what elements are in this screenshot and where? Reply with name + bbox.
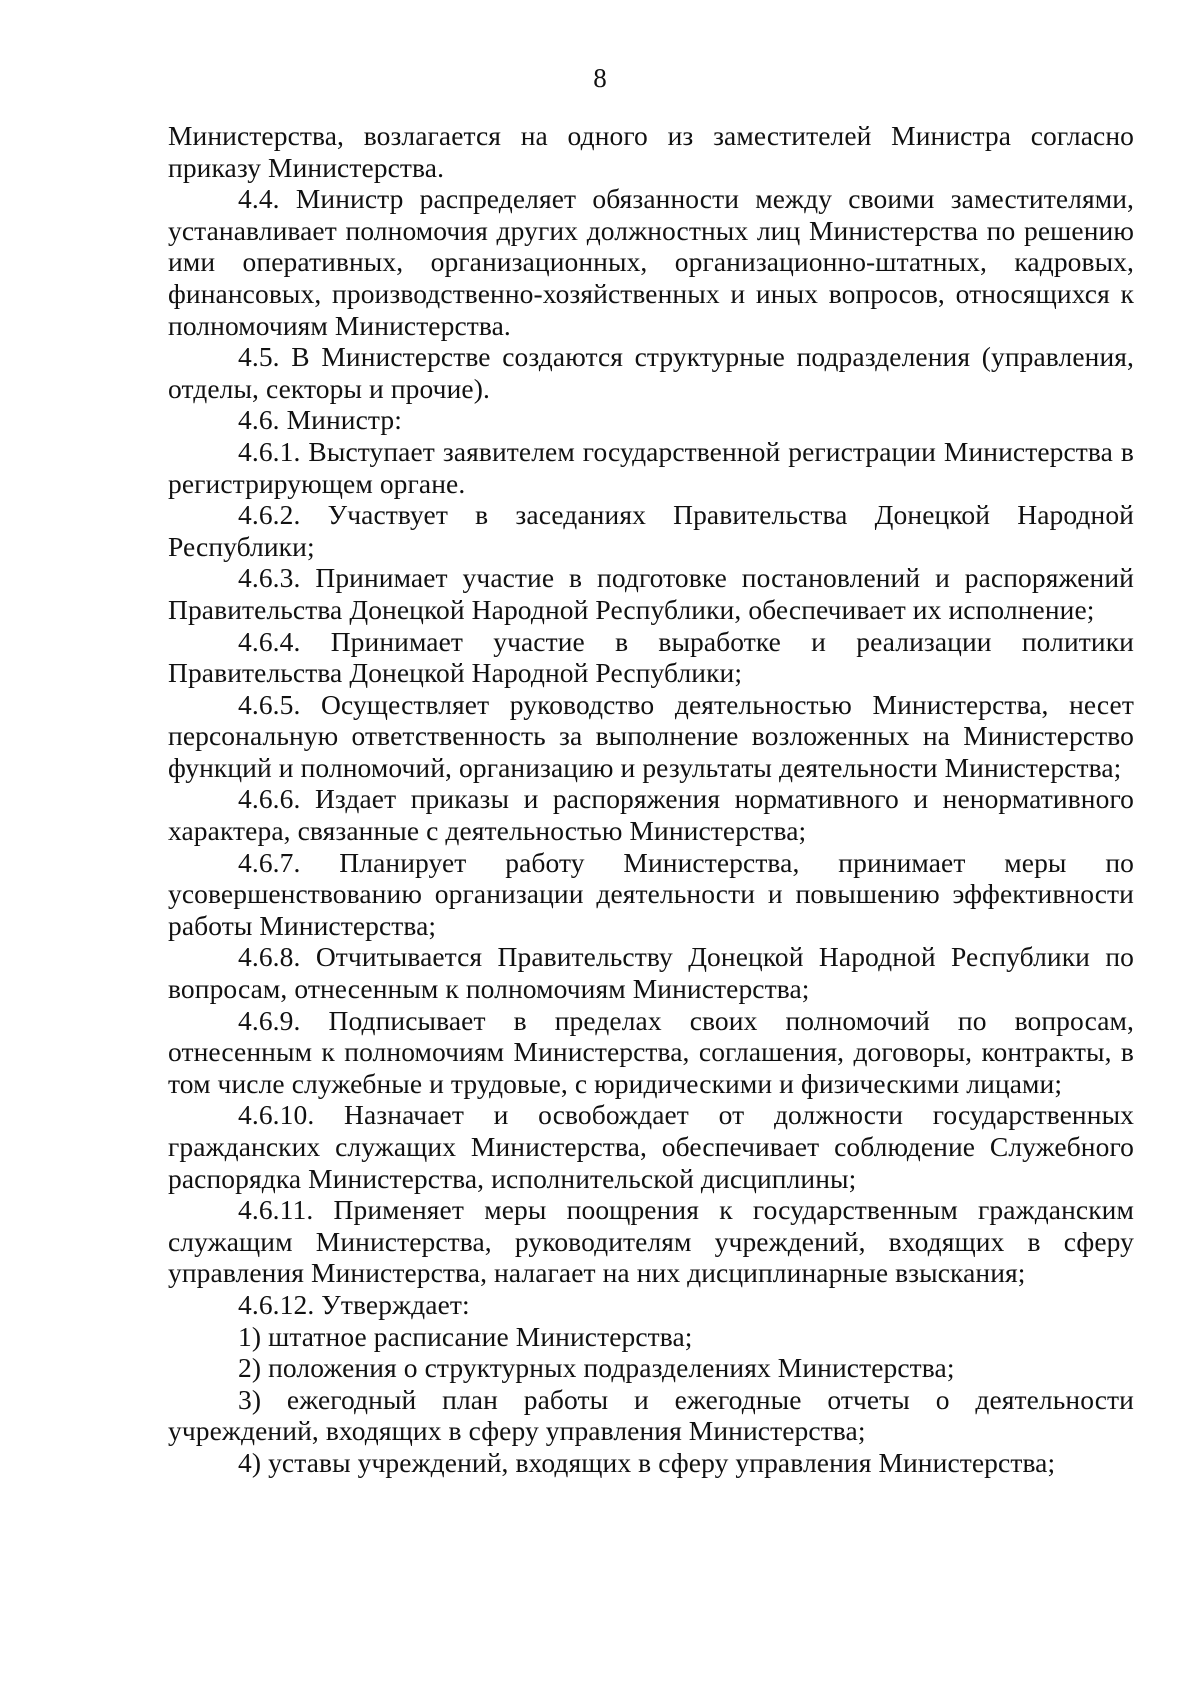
list-item: 1) штатное расписание Министерства;: [238, 1320, 693, 1352]
paragraph: 4.6. Министр:: [238, 404, 402, 436]
paragraph: 4.6.6. Издает приказы и распоряжения нормативного и ненормативного характера, связанные с деятельностью Министерства;: [168, 783, 1134, 847]
paragraph: 4.4. Министр распределяет обязанности между своими заместителями, устанавливает полномочия других должностных лиц Министерства по решению ими оперативных, организационных, организационно-штатных, кадровых, финансовых, производственно-хозяйственных и иных вопросов, относящихся к полномочиям Министерства.: [168, 183, 1134, 341]
paragraph: 4.6.5. Осуществляет руководство деятельностью Министерства, несет персональную ответственность за выполнение возложенных на Министерство функций и полномочий, организацию и результаты деятельности Министерства;: [168, 688, 1134, 783]
paragraph: 4.6.8. Отчитывается Правительству Донецкой Народной Республики по вопросам, отнесенным к полномочиям Министерства;: [168, 941, 1134, 1005]
document-body: [168, 120, 1134, 1479]
list-item: 3) ежегодный план работы и ежегодные отчеты о деятельности учреждений, входящих в сферу управления Министерства;: [168, 1383, 1134, 1447]
paragraph: 4.6.7. Планирует работу Министерства, принимает меры по усовершенствованию организации деятельности и повышению эффективности работы Министерства;: [168, 846, 1134, 941]
paragraph: 4.6.3. Принимает участие в подготовке постановлений и распоряжений Правительства Донецкой Народной Республики, обеспечивает их исполнение;: [168, 562, 1134, 625]
list-item: 4) уставы учреждений, входящих в сферу управления Министерства;: [238, 1446, 1056, 1478]
paragraph: Министерства, возлагается на одного из заместителей Министра согласно приказу Министерства.: [168, 120, 1134, 183]
paragraph: 4.6.2. Участвует в заседаниях Правительства Донецкой Народной Республики;: [168, 499, 1134, 562]
list-item: 2) положения о структурных подразделениях Министерства;: [238, 1352, 955, 1384]
paragraph: 4.6.12. Утверждает:: [238, 1288, 470, 1320]
paragraph: 4.6.4. Принимает участие в выработке и реализации политики Правительства Донецкой Народной Республики;: [168, 625, 1134, 689]
paragraph: 4.6.1. Выступает заявителем государственной регистрации Министерства в регистрирующем органе.: [168, 435, 1134, 499]
paragraph: 4.6.9. Подписывает в пределах своих полномочий по вопросам, отнесенным к полномочиям Министерства, соглашения, договоры, контракты, в том числе служебные и трудовые, с юридическими и физическими лицами;: [168, 1004, 1134, 1099]
paragraph: 4.6.11. Применяет меры поощрения к государственным гражданским служащим Министерства, руководителям учреждений, входящих в сферу управления Министерства, налагает на них дисциплинарные взыскания;: [168, 1194, 1134, 1289]
paragraph: 4.5. В Министерстве создаются структурные подразделения (управления, отделы, секторы и прочие).: [168, 341, 1134, 404]
paragraph: 4.6.10. Назначает и освобождает от должности государственных гражданских служащих Министерства, обеспечивает соблюдение Служебного распорядка Министерства, исполнительской дисциплины;: [168, 1099, 1134, 1194]
page-number: 8: [593, 63, 607, 93]
